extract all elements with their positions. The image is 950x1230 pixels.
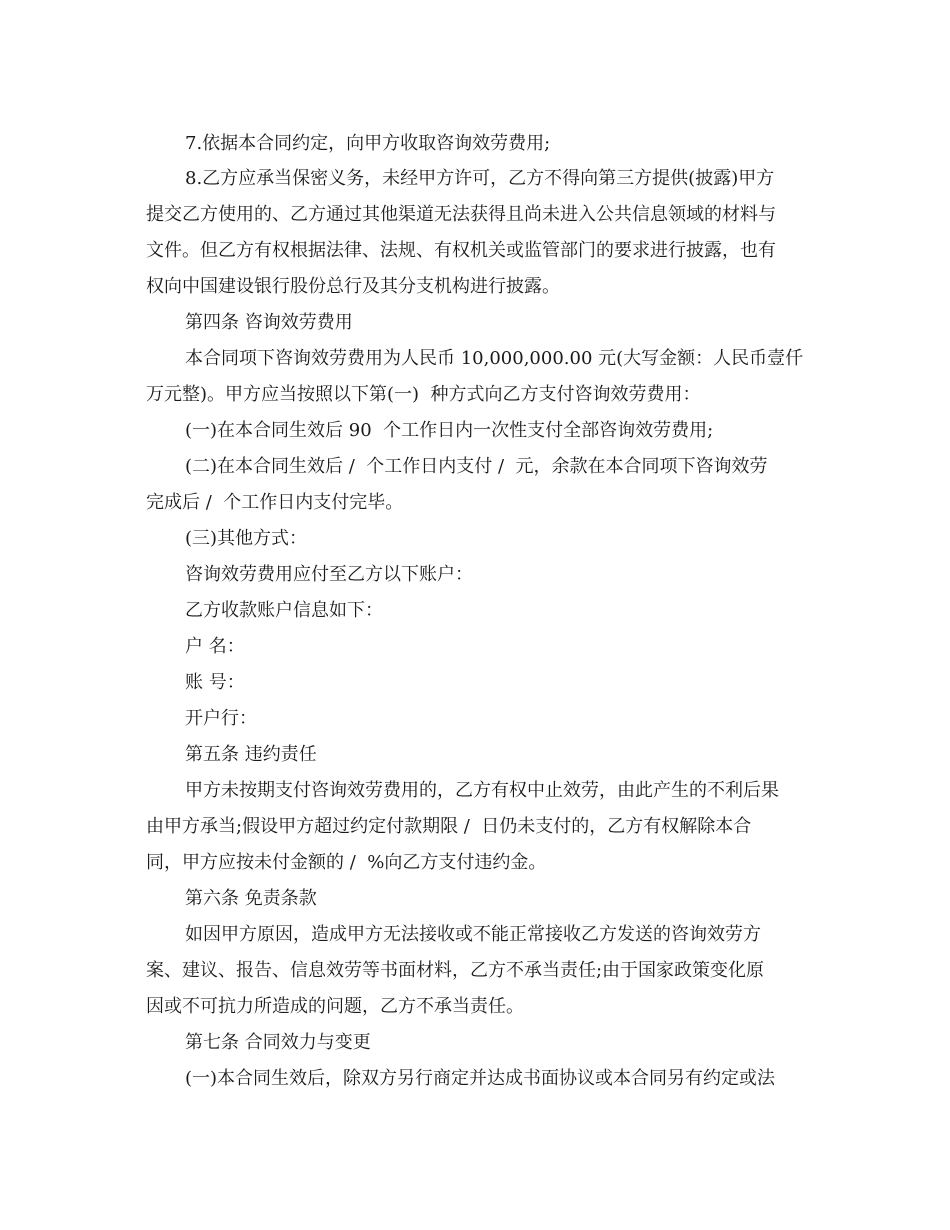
text-line: (一)在本合同生效后 90 个工作日内一次性支付全部咨询效劳费用;	[185, 420, 714, 441]
text-line: 乙方收款账户信息如下：	[185, 600, 383, 621]
text-line: 由甲方承当;假设甲方超过约定付款期限 / 日仍未支付的，乙方有权解除本合	[146, 816, 752, 837]
section-heading: 第七条 合同效力与变更	[185, 1032, 371, 1053]
text-line: (一)本合同生效后，除双方另行商定并达成书面协议或本合同另有约定或法	[185, 1068, 776, 1089]
text-line: 同，甲方应按未付金额的 / %向乙方支付违约金。	[146, 852, 547, 873]
text-line: 提交乙方使用的、乙方通过其他渠道无法获得且尚未进入公共信息领域的材料与	[146, 204, 776, 225]
text-line: 万元整)。甲方应当按照以下第(一) 种方式向乙方支付咨询效劳费用：	[146, 384, 701, 405]
text-line: 咨询效劳费用应付至乙方以下账户：	[185, 564, 473, 585]
text-line: 开户行：	[185, 708, 257, 729]
text-line: 权向中国建设银行股份总行及其分支机构进行披露。	[146, 276, 560, 297]
section-heading: 第五条 违约责任	[185, 744, 317, 765]
text-line: 账 号：	[185, 672, 245, 693]
text-line: 案、建议、报告、信息效劳等书面材料，乙方不承当责任;由于国家政策变化原	[146, 960, 765, 981]
text-line: (二)在本合同生效后 / 个工作日内支付 / 元，余款在本合同项下咨询效劳	[185, 456, 768, 477]
text-line: 甲方未按期支付咨询效劳费用的，乙方有权中止效劳，由此产生的不利后果	[185, 780, 779, 801]
text-line: 户 名：	[185, 636, 245, 657]
text-line: 文件。但乙方有权根据法律、法规、有权机关或监管部门的要求进行披露，也有	[146, 240, 776, 261]
section-heading: 第四条 咨询效劳费用	[185, 312, 353, 333]
text-line: (三)其他方式：	[185, 528, 308, 549]
text-line: 本合同项下咨询效劳费用为人民币 10,000,000.00 元(大写金额：人民币壹仟	[185, 348, 804, 369]
text-line: 如因甲方原因，造成甲方无法接收或不能正常接收乙方发送的咨询效劳方	[185, 924, 761, 945]
text-line: 完成后 / 个工作日内支付完毕。	[146, 492, 404, 513]
text-line: 因或不可抗力所造成的问题，乙方不承当责任。	[146, 996, 524, 1017]
section-heading: 第六条 免责条款	[185, 888, 317, 909]
text-line: 8.乙方应承当保密义务，未经甲方许可，乙方不得向第三方提供(披露)甲方	[185, 168, 775, 189]
text-line: 7.依据本合同约定，向甲方收取咨询效劳费用;	[185, 133, 551, 154]
